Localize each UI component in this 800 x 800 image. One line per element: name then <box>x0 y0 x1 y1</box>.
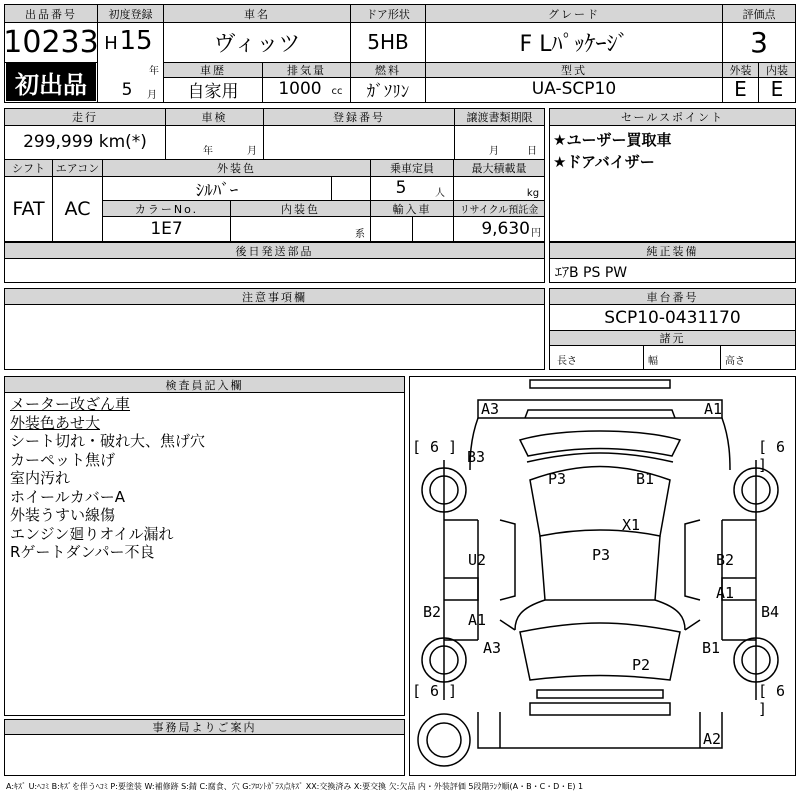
car-name-label: 車名 <box>164 5 350 22</box>
equipment-label: 純正装備 <box>550 243 795 258</box>
shift-label: シフト <box>5 160 52 176</box>
interior-color-unit: 系 <box>355 228 365 240</box>
transfer-day-unit: 日 <box>527 145 537 157</box>
door-label: ドア形状 <box>351 5 425 22</box>
exterior-label: 外装 <box>723 63 758 77</box>
exterior-grade: E <box>734 77 747 101</box>
recycle-fee: 9,630 <box>481 218 530 239</box>
color-no-label: カラーNo. <box>103 201 230 216</box>
fuel: ｶﾞｿﾘﾝ <box>366 81 410 102</box>
tire-depth-rear-left: [ 6 ] <box>412 682 458 700</box>
reg-year-unit: 年 <box>149 65 159 77</box>
load-label: 最大積載量 <box>454 160 544 176</box>
displacement-unit: cc <box>331 85 343 97</box>
shaken-label: 車検 <box>166 109 263 125</box>
score: 3 <box>750 25 768 59</box>
color: ｼﾙﾊﾞｰ <box>195 180 239 201</box>
chassis-number: SCP10-0431170 <box>604 307 741 328</box>
color-label: 外装色 <box>103 160 370 176</box>
damage-mark: P3 <box>592 546 611 564</box>
inspector-line: ホイールカバーA <box>10 487 125 506</box>
damage-mark: U2 <box>468 551 487 569</box>
score-label: 評価点 <box>723 5 795 22</box>
seats: 5 <box>395 178 407 198</box>
damage-mark: A1 <box>704 400 723 418</box>
chassis-label: 車台番号 <box>550 289 795 304</box>
damage-mark: A1 <box>468 611 487 629</box>
reg-label: 初度登録 <box>98 5 163 22</box>
tire-depth-front-right: [ 6 ] <box>758 438 786 474</box>
damage-mark: B2 <box>716 551 735 569</box>
damage-mark: A3 <box>483 639 502 657</box>
shaken-month-unit: 月 <box>247 145 257 157</box>
displacement: 1000 <box>278 79 322 99</box>
damage-mark: X1 <box>622 516 641 534</box>
mileage: 299,999 km(*) <box>23 132 147 152</box>
model-label: 型式 <box>426 63 722 77</box>
damage-mark: B4 <box>761 603 780 621</box>
ac: AC <box>64 197 91 220</box>
height-label: 高さ <box>725 355 745 367</box>
seats-unit: 人 <box>435 187 445 199</box>
mileage-label: 走行 <box>5 109 165 125</box>
recycle-label: リサイクル預託金 <box>454 201 544 216</box>
sales-points-label: セールスポイント <box>550 109 795 125</box>
reg-year: 15 <box>119 26 153 56</box>
damage-mark: B1 <box>636 470 655 488</box>
model: UA-SCP10 <box>531 79 617 99</box>
shaken-year-unit: 年 <box>203 145 213 157</box>
fuel-label: 燃料 <box>351 63 425 77</box>
grade: F Lﾊﾟｯｹｰｼﾞ <box>519 31 629 57</box>
damage-mark: B1 <box>702 639 721 657</box>
ac-label: エアコン <box>53 160 102 176</box>
office-label: 事務局よりご案内 <box>5 720 404 734</box>
damage-mark: B3 <box>467 448 486 466</box>
car-name: ヴィッツ <box>213 31 301 57</box>
parts-label: 後日発送部品 <box>5 243 544 258</box>
lot-number: 10233 <box>3 24 99 60</box>
damage-mark: P2 <box>632 656 651 674</box>
plate-label: 登録番号 <box>264 109 454 125</box>
legend: A:ｷｽﾞ U:ﾍｺﾐ B:ｷｽﾞを伴うﾍｺﾐ P:要塗装 W:補修跡 S:錆 C:腐食、穴 G:ﾌﾛﾝﾄｶﾞﾗｽ点ｷｽﾞ XX:交換済み X:要交換 欠:欠品 内・外装評価 5段階ﾗﾝｸ順(A・B・C・D・E) 1 <box>6 782 584 791</box>
damage-mark: B2 <box>423 603 442 621</box>
shift: FAT <box>12 197 45 220</box>
color-no: 1E7 <box>150 218 183 239</box>
inspector-line: 外装うすい線傷 <box>10 506 116 524</box>
history: 自家用 <box>187 81 239 102</box>
equipment: ｴｱB PS PW <box>555 265 628 281</box>
reg-month-unit: 月 <box>147 89 157 101</box>
inspector-line: エンジン廻りオイル漏れ <box>10 524 174 543</box>
inspector-line: メーター改ざん車 <box>10 395 131 413</box>
transfer-month-unit: 月 <box>489 145 499 157</box>
reg-era: H <box>104 32 118 54</box>
import-label: 輸入車 <box>371 201 453 216</box>
damage-mark: A3 <box>481 400 500 418</box>
sales-point-item: ★ユーザー買取車 <box>553 131 672 149</box>
displacement-label: 排気量 <box>263 63 350 77</box>
sales-point-item: ★ドアバイザー <box>553 153 655 171</box>
damage-mark: A2 <box>703 730 722 748</box>
length-label: 長さ <box>557 355 577 367</box>
first-listing-badge: 初出品 <box>6 63 96 101</box>
dimensions-label: 諸元 <box>550 331 795 345</box>
tire-depth-front-left: [ 6 ] <box>412 438 458 456</box>
interior-label: 内装 <box>759 63 795 77</box>
width-label: 幅 <box>648 355 658 367</box>
recycle-unit: 円 <box>531 227 541 239</box>
damage-mark: A1 <box>716 584 735 602</box>
notes-label: 注意事項欄 <box>5 289 544 304</box>
inspector-label: 検査員記入欄 <box>5 377 404 392</box>
inspector-line: Rゲートダンパー不良 <box>10 543 155 561</box>
interior-color-label: 内装色 <box>231 201 370 216</box>
transfer-label: 譲渡書類期限 <box>455 109 544 125</box>
interior-grade: E <box>770 77 784 101</box>
seats-label: 乗車定員 <box>371 160 453 176</box>
door-type: 5HB <box>367 30 409 54</box>
history-label: 車歴 <box>164 63 262 77</box>
inspector-line: シート切れ・破れ大、焦げ穴 <box>10 432 206 450</box>
inspector-line: 室内汚れ <box>10 469 71 487</box>
grade-label: グレード <box>426 5 722 22</box>
tire-depth-rear-right: [ 6 ] <box>758 682 786 718</box>
damage-mark: P3 <box>548 470 567 488</box>
inspector-line: カーペット焦げ <box>10 450 116 469</box>
reg-month: 5 <box>121 80 133 100</box>
lot-label: 出品番号 <box>5 5 97 22</box>
inspector-line: 外装色あせ大 <box>10 413 101 432</box>
load-unit: kg <box>526 187 540 199</box>
